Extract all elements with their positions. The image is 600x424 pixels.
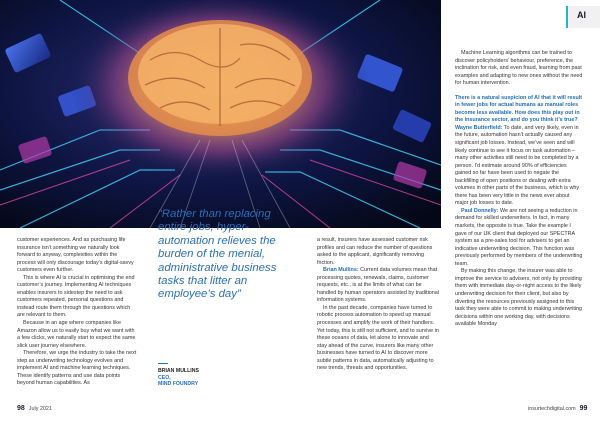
- issue-date: July 2021: [28, 406, 52, 412]
- interview-question: There is a natural suspicion of AI that it will result in fewer jobs for actual humans as manual roles become less available. How does this play out in the insurance sector, and do you think it’s true?: [455, 94, 583, 124]
- speaker-name: Brian Mullins:: [323, 267, 359, 274]
- page-number-left: 98: [17, 405, 25, 412]
- byline-name: BRIAN MULLINS: [158, 368, 199, 374]
- speaker-name: Paul Donnelly:: [461, 207, 499, 214]
- paragraph-text: We are not seeing a reduction in demand for skilled underwriters. In fact, in many markets, the opposite is true. Take the example I gave of our UK client that deployed our SPECTRA system as a pre-sales tool for advisers to get an indicative underwriting decision. This function was previously performed by members of the underwriting team.: [455, 207, 583, 267]
- article-column-4: [455, 50, 583, 329]
- paragraph: Therefore, we urge the industry to take the next step as underwriting technology evolves and implement AI and machine learning techniques. These identify patterns and use data points beyond human capabilities. As: [17, 350, 137, 387]
- article-column-3: [317, 237, 439, 373]
- paragraph: By making this change, the insurer was able to improve the service to advisers, not only by providing them with immediate day-or-night access to the likely underwriting decision for their client, but also by diverting the resources previously assigned to this task they were able to commit to making underwriting decisions within one working day, with decisions available Monday: [455, 268, 583, 328]
- byline-company: MIND FOUNDRY: [158, 381, 199, 388]
- site-name: insurtechdigital.com: [528, 406, 576, 412]
- paragraph-text: Current data volumes mean that processing quotes, renewals, claims, customer requests, etc., is at the limits of what can be handled by human operators assisted by traditional information systems.: [317, 267, 439, 304]
- paragraph-text: To date, and very likely, even in the future, automation hasn’t actually caused any significant job losses. Instead, we’ve seen and will likely continue to see it focus on task automation – many other activities still need to be completed by a person. I’d estimate around 90% of efficiencies gained so far have been used to negate the backfilling of open positions or dealing with extra volumes in other parts of the business, which is why there has been very little in the news ever about major job losses to date.: [455, 124, 580, 207]
- section-tab: [566, 6, 600, 28]
- paragraph: Because in an age where companies like Amazon allow us to easily buy what we want with a few clicks, we naturally start to expect the same slick user journey elsewhere.: [17, 320, 136, 349]
- quote-byline: [158, 368, 199, 388]
- speaker-name: Wayne Butterfield:: [455, 124, 503, 131]
- byline-title: CEO,: [158, 374, 171, 381]
- hero-image-ai-brain-circuit: [0, 0, 441, 228]
- footer-left: [17, 405, 52, 412]
- paragraph: customer experiences. And as purchasing life insurance isn’t something we naturally look forward to anyway, complexities within the process will only discourage today’s digital-savvy customers even further.: [17, 237, 134, 274]
- article-column-1: [17, 237, 137, 388]
- paragraph: [455, 125, 583, 208]
- page-number-right: 99: [579, 405, 588, 412]
- pull-quote: “Rather than replacing entire jobs, hyper-automation relieves the burden of the menial, administrative business tasks that litter an employee’s day”: [158, 208, 277, 301]
- section-tab-label: AI: [577, 10, 586, 20]
- byline-rule: [158, 363, 168, 364]
- paragraph: Machine Learning algorithms can be trained to discover policyholders’ behaviour, preference, the inclination for risk, and even fraud, learning from past examples and adapting to new ones without the need for human intervention.: [455, 50, 583, 87]
- paragraph: [455, 208, 583, 268]
- paragraph: This is where AI is crucial in optimising the end customer’s journey. Implementing AI techniques enables insurers to sidestep the need to ask customers repeated, personal questions and instead route them through the questions which are relevant to them.: [17, 274, 135, 319]
- footer-right: [528, 405, 587, 412]
- paragraph: In the past decade, companies have turned to robotic process automation to speed up manual processes and amplify the work of their handlers. Yet today, this is still not sufficient, and to survive in these oceans of data, let alone to innovate and stay ahead of the curve, insurers like many other businesses have turned to AI to discover more subtle patterns in data, automatically adjusting to new trends, threats and opportunities.: [317, 304, 439, 372]
- paragraph: a result, insurers have assessed customer risk profiles and can reduce the number of questions asked to the applicant, significantly removing friction.: [317, 237, 433, 266]
- paragraph: [317, 267, 439, 305]
- ai-brain-circuit-illustration: [0, 0, 441, 228]
